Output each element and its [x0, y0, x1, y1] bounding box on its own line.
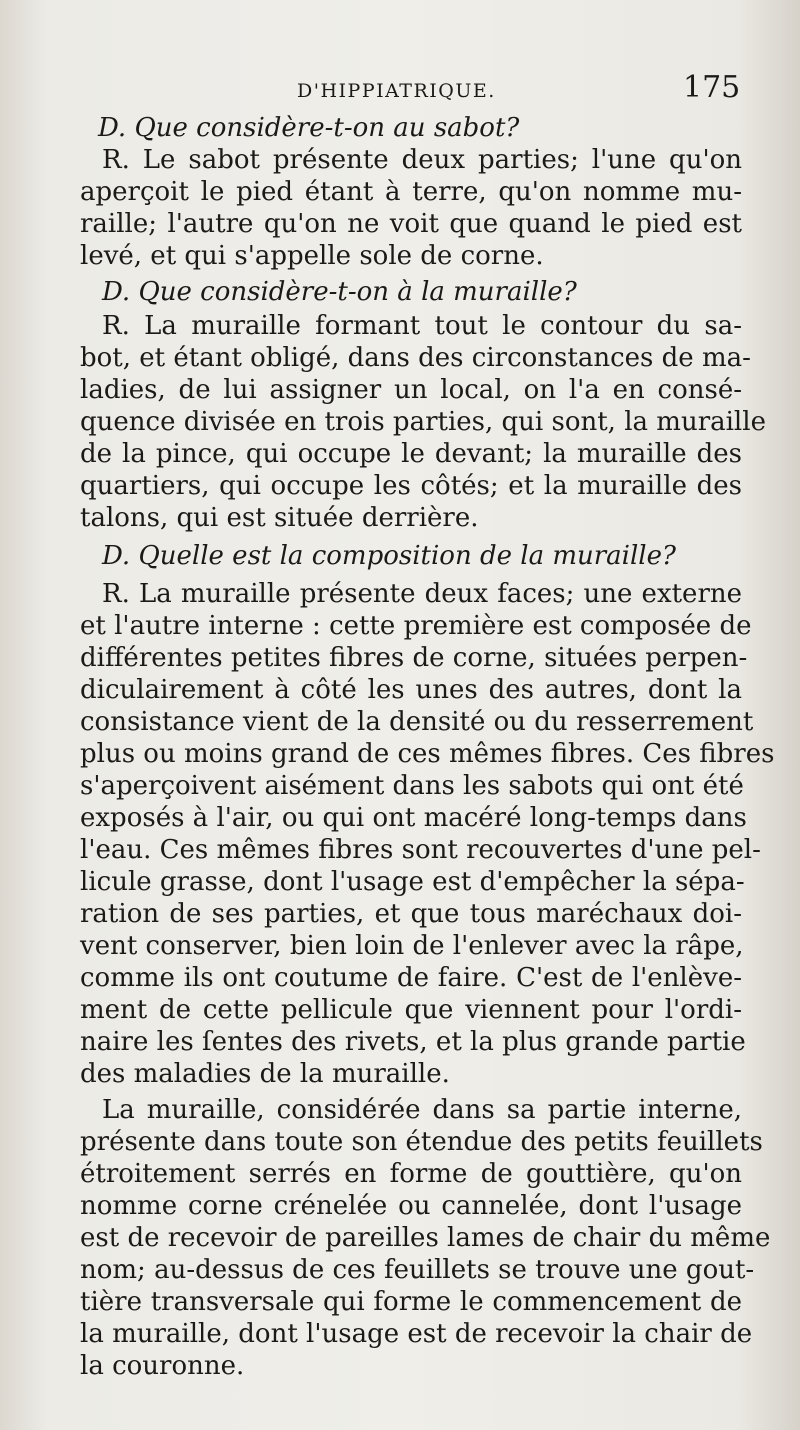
text-line: bot, et étant obligé, dans des circonstances de ma- [80, 343, 751, 373]
text-line: différentes petites fibres de corne, situées perpen- [80, 643, 748, 673]
text-line: vent conserver, bien loin de l'enlever avec la râpe, [80, 931, 744, 961]
question-line: D. Quelle est la composition de la muraille? [102, 541, 676, 571]
text-line: ment de cette pellicule que viennent pour l'ordi- [80, 995, 742, 1025]
text-line: étroitement serrés en forme de gouttière, qu'on [80, 1159, 742, 1189]
text-line: quartiers, qui occupe les côtés; et la muraille des [80, 471, 742, 501]
page-number: 175 [683, 70, 741, 105]
text-line: ration de ses parties, et que tous maréchaux doi- [80, 899, 742, 929]
text-line: R. La muraille présente deux faces; une externe [102, 579, 742, 609]
text-line: s'aperçoivent aisément dans les sabots qui ont été [80, 771, 744, 801]
running-head: D'HIPPIATRIQUE. [297, 80, 496, 102]
text-line: comme ils ont coutume de faire. C'est de l'enlève- [80, 963, 742, 993]
text-line: l'eau. Ces mêmes fibres sont recouvertes d'une pel- [80, 835, 761, 865]
text-line: quence divisée en trois parties, qui sont, la muraille [80, 407, 766, 437]
page-header [0, 70, 800, 110]
text-line: levé, et qui s'appelle sole de corne. [80, 241, 544, 271]
text-line: exposés à l'air, ou qui ont macéré long-temps dans [80, 803, 747, 833]
text-line: talons, qui est située derrière. [80, 503, 479, 533]
text-line: aperçoit le pied étant à terre, qu'on nomme mu- [80, 177, 742, 207]
text-line: raille; l'autre qu'on ne voit que quand le pied est [80, 209, 742, 239]
text-line: R. Le sabot présente deux parties; l'une qu'on [102, 145, 742, 175]
text-line: R. La muraille formant tout le contour du sa- [102, 311, 742, 341]
text-line: est de recevoir de pareilles lames de chair du même [80, 1223, 771, 1253]
text-line: licule grasse, dont l'usage est d'empêcher la sépa- [80, 867, 745, 897]
text-line: plus ou moins grand de ces mêmes fibres. Ces fibres [80, 739, 775, 769]
text-line: de la pince, qui occupe le devant; la muraille des [80, 439, 742, 469]
text-line: nomme corne crénelée ou cannelée, dont l'usage [80, 1191, 742, 1221]
text-line: la couronne. [80, 1351, 245, 1381]
question-line: D. Que considère-t-on au sabot? [98, 113, 520, 143]
text-line: la muraille, dont l'usage est de recevoir la chair de [80, 1319, 753, 1349]
text-line: présente dans toute son étendue des petits feuillets [80, 1127, 763, 1157]
text-line: diculairement à côté les unes des autres, dont la [80, 675, 742, 705]
text-line: nom; au-dessus de ces feuillets se trouve une gout- [80, 1255, 755, 1285]
text-line: et l'autre interne : cette première est composée de [80, 611, 752, 641]
text-line: ladies, de lui assigner un local, on l'a en consé- [80, 375, 742, 405]
page-body [0, 112, 800, 1381]
text-line: des maladies de la muraille. [80, 1059, 450, 1089]
text-line: naire les ſentes des rivets, et la plus grande partie [80, 1027, 746, 1057]
text-line: La muraille, considérée dans sa partie interne, [102, 1095, 742, 1125]
text-line: consistance vient de la densité ou du resserrement [80, 707, 754, 737]
text-line: tière transversale qui forme le commencement de [80, 1287, 742, 1317]
question-line: D. Que considère-t-on à la muraille? [102, 277, 577, 307]
